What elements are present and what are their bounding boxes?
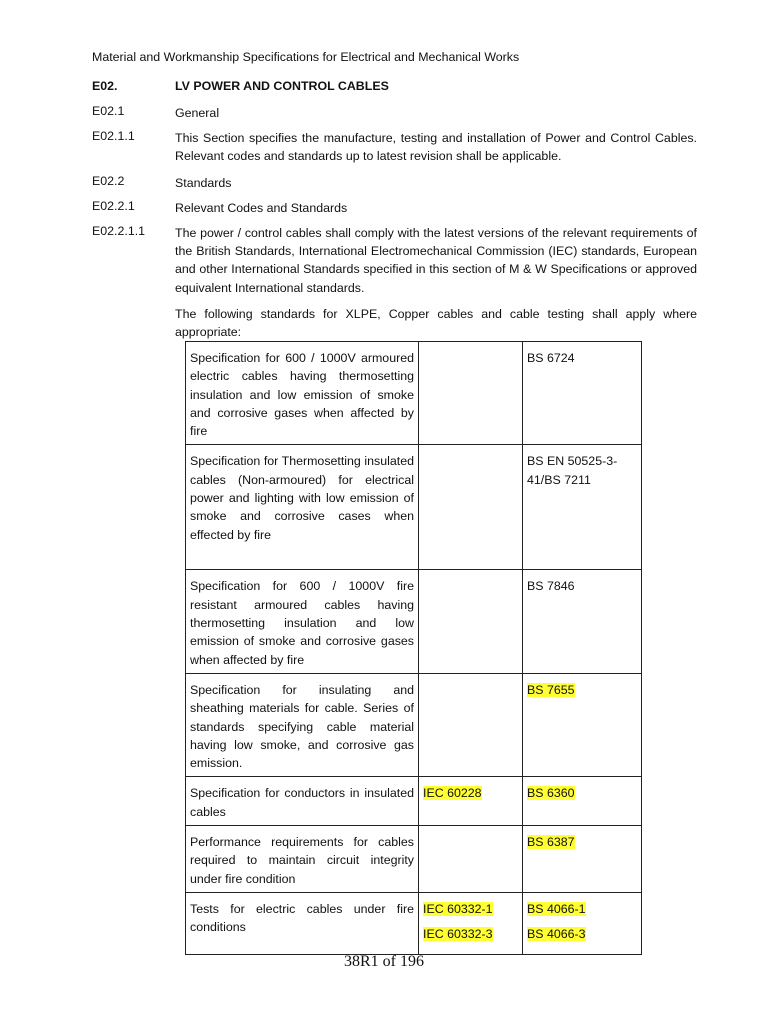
bs-standard: BS 4066-3	[527, 926, 586, 941]
bs-standard-cell	[523, 673, 642, 776]
clause-text: This Section specifies the manufacture, testing and installation of Power and Control Cables. Relevant codes and standards up to latest revision shall be applicable.	[175, 131, 697, 164]
clause-number: E02.2.1	[92, 199, 135, 213]
page-number: 38R1 of 196	[344, 953, 424, 970]
table-row	[186, 826, 642, 893]
standards-table	[185, 341, 642, 955]
iec-standard-cell	[419, 892, 523, 954]
iec-standard-cell	[419, 445, 523, 570]
clause-text: Relevant Codes and Standards	[175, 201, 348, 215]
bs-standard: BS 6724	[527, 351, 575, 365]
document-header: Material and Workmanship Specifications for Electrical and Mechanical Works	[92, 50, 520, 64]
iec-standard: IEC 60332-1	[423, 901, 493, 916]
bs-standard: BS 6387	[527, 835, 575, 850]
table-row	[186, 445, 642, 570]
table-row	[186, 777, 642, 826]
clause-number: E02.2	[92, 174, 125, 188]
clause-text: General	[175, 106, 220, 120]
iec-standard-cell	[419, 342, 523, 445]
iec-standard-cell	[419, 673, 523, 776]
table-row	[186, 342, 642, 445]
clause-number: E02.1.1	[92, 129, 135, 143]
iec-standard-cell	[419, 570, 523, 673]
bs-standard-cell	[523, 777, 642, 826]
standard-description: Specification for Thermosetting insulated cables (Non-armoured) for electrical power and lighting with low emission of smoke and corrosive cases when effected by fire	[186, 445, 419, 570]
clause-text: Standards	[175, 176, 232, 190]
bs-standard: BS 7655	[527, 682, 575, 697]
iec-standard-cell	[419, 826, 523, 893]
standard-description: Tests for electric cables under fire conditions	[186, 892, 419, 954]
clause-number: E02.1	[92, 104, 125, 118]
bs-standard-cell	[523, 342, 642, 445]
bs-standard: BS 7846	[527, 579, 575, 594]
clause-number: E02.2.1.1	[92, 224, 146, 238]
iec-standard-cell	[419, 777, 523, 826]
section-title: LV POWER AND CONTROL CABLES	[175, 79, 389, 93]
standard-description: Specification for conductors in insulated cables	[186, 777, 419, 826]
iec-standard: IEC 60228	[423, 786, 482, 801]
bs-standard-cell	[523, 892, 642, 954]
clause-text: The power / control cables shall comply with the latest versions of the relevant requirements of the British Standards, International Electromechanical Commission (IEC) standards, European and other International Standards specified in this section of M & W Specifications or approved equivalent International standards.	[175, 226, 697, 295]
table-intro: The following standards for XLPE, Copper cables and cable testing shall apply where appropriate:	[175, 307, 697, 340]
bs-standard: BS 6360	[527, 786, 575, 801]
standard-description: Specification for 600 / 1000V armoured electric cables having thermosetting insulation and low emission of smoke and corrosive gases when affected by fire	[186, 342, 419, 445]
bs-standard: BS EN 50525-3-41/BS 7211	[527, 454, 618, 487]
bs-standard-cell	[523, 826, 642, 893]
iec-standard: IEC 60332-3	[423, 926, 493, 941]
bs-standard: BS 4066-1	[527, 901, 586, 916]
bs-standard-cell	[523, 570, 642, 673]
standard-description: Specification for 600 / 1000V fire resistant armoured cables having thermosetting insulation and low emission of smoke and corrosive gases when affected by fire	[186, 570, 419, 673]
standard-description: Performance requirements for cables required to maintain circuit integrity under fire condition	[186, 826, 419, 893]
standard-description: Specification for insulating and sheathing materials for cable. Series of standards specifying cable material having low smoke, and corrosive gas emission.	[186, 673, 419, 776]
table-row	[186, 673, 642, 776]
bs-standard-cell	[523, 445, 642, 570]
table-row	[186, 570, 642, 673]
section-number: E02.	[92, 79, 118, 93]
table-row	[186, 892, 642, 954]
